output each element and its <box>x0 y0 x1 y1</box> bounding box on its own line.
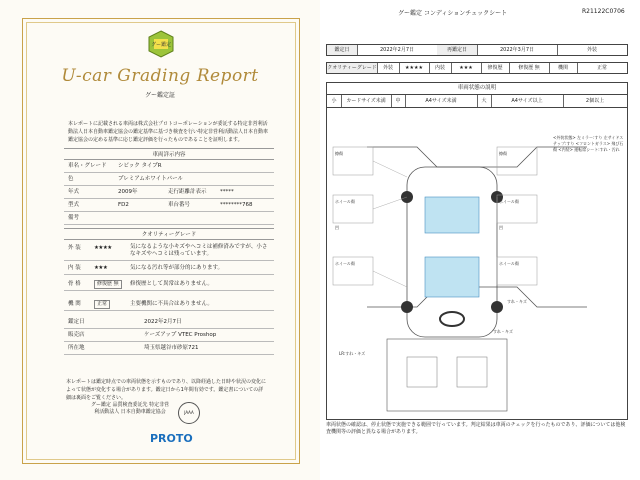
row-value: 2009年 <box>118 189 138 195</box>
quality-row <box>326 62 628 74</box>
cell: 小 <box>327 95 342 107</box>
row-key: 車台番号 <box>168 202 191 208</box>
row-key: 色 <box>68 176 74 182</box>
table-row <box>64 160 274 173</box>
cell: 修復歴 無 <box>509 63 550 73</box>
rating-stars: ★★★★ <box>94 245 112 251</box>
row-key: 型式 <box>68 202 80 208</box>
row-key: 鑑定日 <box>68 319 85 325</box>
badge-text: グー鑑定 <box>150 42 172 48</box>
quality-section-title: クオリティーグレード <box>64 228 274 240</box>
row-value: プレミアムホワイトパール <box>118 176 184 182</box>
cell: 機関 <box>549 63 578 73</box>
cell: 2個以上 <box>585 98 605 104</box>
cell: 2022年2月7日 <box>357 45 438 55</box>
row-value: FD2 <box>118 202 129 208</box>
row-value: ***** <box>220 189 234 195</box>
goo-badge-icon <box>147 30 175 58</box>
row-key: 機 関 <box>68 301 81 307</box>
car-diagram-icon <box>327 107 627 419</box>
damage-label: すれ・キズ <box>493 329 513 334</box>
vehicle-diagram-box <box>326 82 628 420</box>
row-key: 外 装 <box>68 245 81 251</box>
damage-label: ホイール傷 <box>499 199 519 204</box>
cell: A4サイズ未満 <box>405 95 478 107</box>
table-row <box>64 212 274 225</box>
intro-text: 本レポートに記載される車両は株式会社プロトコーポレーションが委託する特定非営利活動法人日本自動車鑑定協会の鑑定基準に基づき検査を行い特定非営利活動法人日本自動車鑑定協会の定める基準に応じ鑑定評価を行ったものであることを証明します。 <box>68 121 269 143</box>
sheet-title: グー鑑定 コンディションチェックシート <box>398 10 508 17</box>
row-key: 走行距離計表示 <box>168 189 207 195</box>
row-desc: 修復歴として異常はありません。 <box>130 281 213 287</box>
row-value: 埼玉県越谷市砂原721 <box>144 345 199 351</box>
cell: A4サイズ以上 <box>491 95 564 107</box>
cell: ★★★ <box>451 63 482 73</box>
row-value: ********768 <box>220 202 253 208</box>
table-row <box>64 199 274 212</box>
jaaa-logo: JAAA <box>178 402 200 424</box>
cell: 2022年3月7日 <box>477 45 558 55</box>
cell: 外装 <box>586 47 597 53</box>
report-subtitle: グー鑑定証 <box>144 92 175 99</box>
sheet-note: 車両状態の確認は、停止状態で実施できる範囲で行っています。判定結果は車両のチェックを行ったものであり、評価については他検査機関等の評価と異なる場合があります。 <box>326 422 626 435</box>
row-desc: 気になる汚れ等が部分的にあります。 <box>130 265 224 271</box>
row-key: 所在地 <box>68 345 85 351</box>
rating-stars: ★★★ <box>94 265 108 271</box>
row-key: 備考 <box>68 215 80 221</box>
table-row <box>64 186 274 199</box>
status-badge: 修復歴 無 <box>94 280 122 289</box>
cell: 鑑定日 <box>327 45 358 55</box>
info-row-address <box>64 342 274 355</box>
damage-label: すれ・キズ <box>507 299 527 304</box>
damage-label: LR:すれ・キズ <box>339 351 366 356</box>
row-key: 内 装 <box>68 265 81 271</box>
damage-label: ホイール傷 <box>499 261 519 266</box>
row-key: 車名・グレード <box>68 163 107 169</box>
damage-label: 凹 <box>499 225 503 230</box>
damage-label: 擦傷 <box>335 151 343 156</box>
proto-logo: PROTO <box>150 432 193 445</box>
row-value: 2022年2月7日 <box>144 319 182 325</box>
cell: 大 <box>477 95 492 107</box>
row-key: 年式 <box>68 189 80 195</box>
info-row-date <box>64 316 274 329</box>
damage-label: 凹 <box>335 225 339 230</box>
quality-row-engine <box>64 298 274 311</box>
cell: 内装 <box>429 63 452 73</box>
cell: カードサイズ未満 <box>341 95 392 107</box>
damage-label: 擦傷 <box>499 151 507 156</box>
cell: クオリティーグレード <box>327 65 377 71</box>
damage-label: ホイール傷 <box>335 261 355 266</box>
side-notes: <外装状態> 左ミラー:すり 左サイドステップ:すり <フロントガラス> 飛び石傷 <内装> 運転席シート:すれ・汚れ <box>553 135 624 152</box>
report-title: U-car Grading Report <box>61 66 259 86</box>
row-desc: 主要機関に不具合はありません。 <box>130 301 213 307</box>
footnote: 本レポートは鑑定時点での車両状態を示すものであり、以降経過した日時や状況の変化によって状態が変化する場合があります。鑑定日から1年間有効です。鑑定書についての詳細は裏面をご覧ください。 <box>66 379 267 401</box>
cell: ★★★★ <box>399 63 430 73</box>
quality-row-frame <box>64 278 274 291</box>
cell: 正常 <box>596 65 607 71</box>
cell: 外装 <box>377 63 400 73</box>
cell: 再鑑定日 <box>437 45 478 55</box>
damage-label: ホイール傷 <box>335 199 355 204</box>
sheet-code: R21122C0706 <box>582 8 625 15</box>
quality-row-interior <box>64 262 274 275</box>
table-row <box>64 173 274 186</box>
row-desc: 気になるような小キズやヘコミは補修済みですが、小さなキズやヘコミは残っています。 <box>130 244 268 257</box>
cell: 修復歴 <box>481 63 510 73</box>
vehicle-section-title: 車両詳示内容 <box>64 148 274 160</box>
date-row <box>326 44 628 56</box>
status-badge: 正常 <box>94 300 110 309</box>
quality-row-exterior <box>64 242 274 261</box>
row-value: ケーズアップ VTEC Proshop <box>144 332 217 338</box>
row-value: シビック タイプR <box>118 163 162 169</box>
info-row-dealer <box>64 329 274 342</box>
association-name: グー鑑定 品質検査委託先 特定非営利活動法人 日本自動車鑑定協会 <box>90 402 170 415</box>
row-key: 骨 格 <box>68 281 81 287</box>
cell: 中 <box>391 95 406 107</box>
row-key: 販売店 <box>68 332 85 338</box>
diagram-section-title: 車両状態の説明 <box>327 83 627 95</box>
